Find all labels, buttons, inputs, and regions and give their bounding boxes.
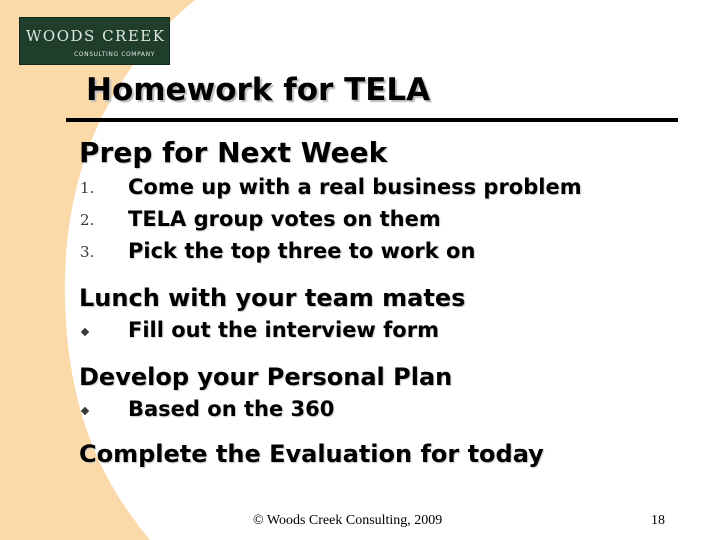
list-item-text: Pick the top three to work on xyxy=(128,239,476,263)
list-item-text: Based on the 360 xyxy=(128,397,335,421)
section-heading-prep: Prep for Next Week xyxy=(79,136,388,169)
footer-copyright: © Woods Creek Consulting, 2009 xyxy=(253,513,443,528)
section-heading-lunch: Lunch with your team mates xyxy=(79,284,466,312)
list-item xyxy=(0,397,700,425)
list-item-text: Come up with a real business problem xyxy=(128,175,582,199)
list-number: 3. xyxy=(80,243,95,261)
section-heading-evaluation: Complete the Evaluation for today xyxy=(79,440,544,468)
section-heading-personal-plan: Develop your Personal Plan xyxy=(79,363,453,391)
page-number: 18 xyxy=(651,513,665,528)
list-item-text: Fill out the interview form xyxy=(128,318,439,342)
diamond-bullet-icon xyxy=(81,407,89,415)
logo-tagline: CONSULTING COMPANY xyxy=(74,51,155,58)
list-item xyxy=(0,318,700,346)
title-divider xyxy=(66,118,678,122)
list-item xyxy=(0,175,700,203)
list-item xyxy=(0,207,700,235)
logo-wordmark: WOODS CREEK xyxy=(26,27,166,45)
list-number: 2. xyxy=(80,211,95,229)
list-item-text: TELA group votes on them xyxy=(128,207,441,231)
slide-title: Homework for TELA xyxy=(86,72,431,108)
diamond-bullet-icon xyxy=(81,328,89,336)
company-logo xyxy=(19,17,170,65)
list-number: 1. xyxy=(80,179,95,197)
list-item xyxy=(0,239,700,267)
